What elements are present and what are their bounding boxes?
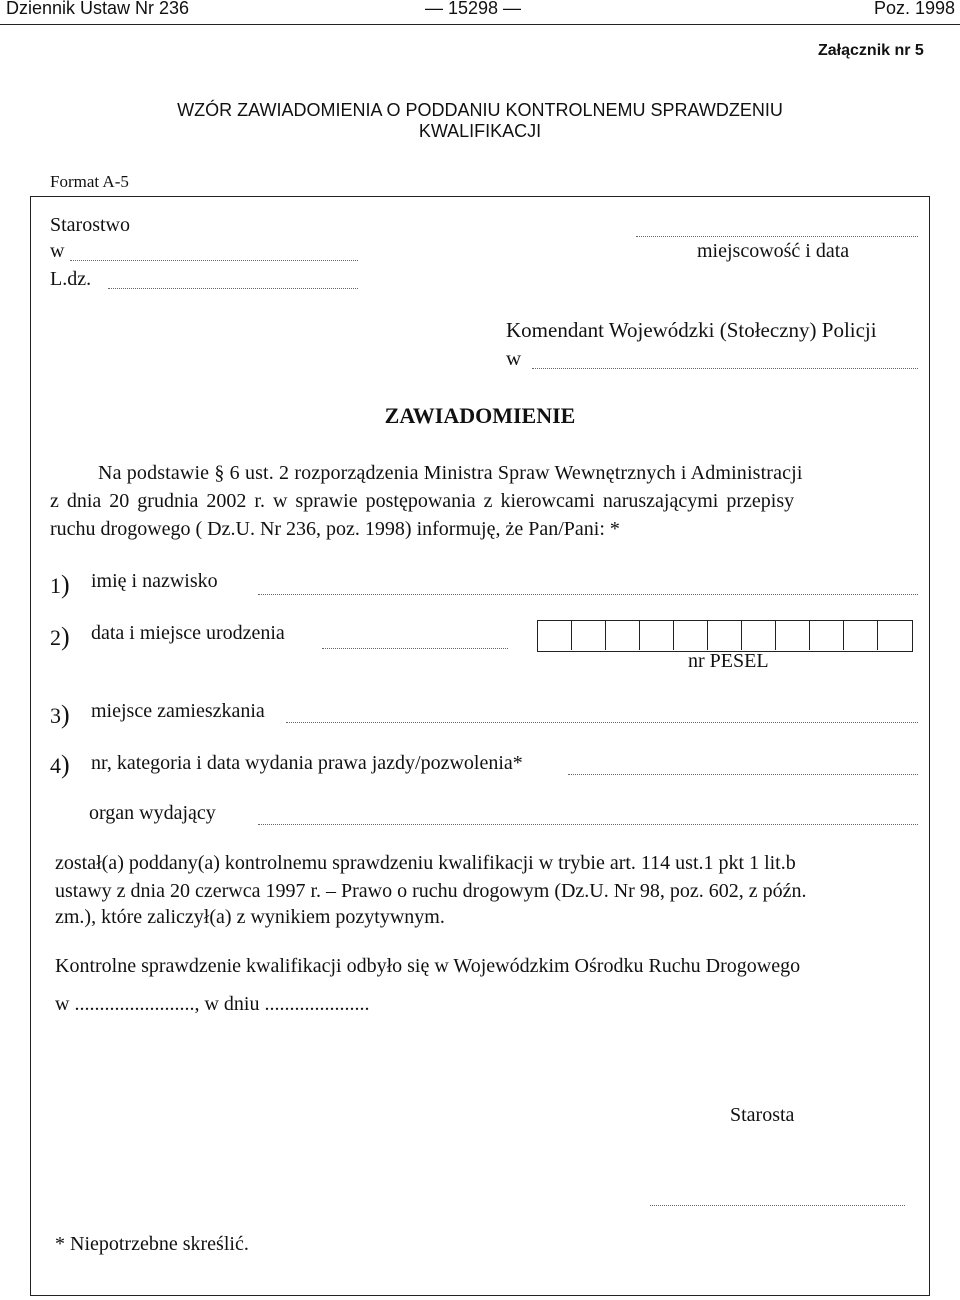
recipient-location-field[interactable] (532, 368, 918, 369)
pesel-digit-cell[interactable] (844, 621, 878, 650)
result-line-3: zm.), które zaliczył(a) z wynikiem pozytywnym. (55, 906, 445, 928)
place-date-label: miejscowość i data (697, 240, 850, 262)
item-2-number: 2) (50, 622, 70, 651)
doc-title-line-2: KWALIFIKACJI (418, 121, 542, 141)
item-3-number: 3) (50, 700, 70, 729)
result-line-2: ustawy z dnia 20 czerwca 1997 r. – Prawo o ruchu drogowym (Dz.U. Nr 98, poz. 602, z późn. (55, 880, 807, 902)
starostwo-w-label: w (50, 240, 65, 262)
pesel-digit-cell[interactable] (674, 621, 708, 650)
result-line-1: został(a) poddany(a) kontrolnemu sprawdzeniu kwalifikacji w trybie art. 114 ust.1 pkt 1 lit.b (55, 852, 796, 874)
footnote: * Niepotrzebne skreślić. (55, 1233, 249, 1255)
item-1-label: imię i nazwisko (91, 570, 218, 592)
recipient-w-label: w (506, 346, 522, 370)
issuer-field[interactable] (258, 824, 918, 825)
starostwo-label: Starostwo (50, 214, 130, 236)
pesel-label: nr PESEL (688, 650, 769, 672)
pesel-digit-cell[interactable] (878, 621, 912, 650)
pesel-digit-cell[interactable] (606, 621, 640, 650)
pesel-digit-cell[interactable] (708, 621, 742, 650)
item-2-label: data i miejsce urodzenia (91, 622, 285, 644)
recipient-label: Komendant Wojewódzki (Stołeczny) Policji (506, 318, 877, 342)
pesel-digit-cell[interactable] (742, 621, 776, 650)
pesel-input[interactable] (537, 620, 913, 652)
item-4-number: 4) (50, 750, 70, 779)
journal-title: Dziennik Ustaw Nr 236 (6, 0, 190, 18)
pesel-digit-cell[interactable] (776, 621, 810, 650)
signature-field[interactable] (650, 1205, 905, 1206)
intro-line-3: ruchu drogowego ( Dz.U. Nr 236, poz. 1998) informuję, że Pan/Pani: * (50, 518, 620, 540)
doc-title-line-1: WZÓR ZAWIADOMIENIA O PODDANIU KONTROLNEMU SPRAWDZENIU (177, 100, 783, 120)
form-title: ZAWIADOMIENIE (384, 403, 576, 428)
format-label: Format A-5 (50, 172, 129, 191)
intro-line-1: Na podstawie § 6 ust. 2 rozporządzenia Ministra Spraw Wewnętrznych i Administracji (98, 462, 803, 484)
pesel-digit-cell[interactable] (538, 621, 572, 650)
pesel-digit-cell[interactable] (810, 621, 844, 650)
header-rule (0, 24, 960, 25)
birth-date-place-field[interactable] (322, 648, 508, 649)
ldz-field[interactable] (108, 288, 358, 289)
pesel-digit-cell[interactable] (640, 621, 674, 650)
name-field[interactable] (258, 594, 918, 595)
page-number: — 15298 — (425, 0, 522, 18)
item-3-label: miejsce zamieszkania (91, 700, 265, 722)
starostwo-location-field[interactable] (70, 260, 358, 261)
location-date-line[interactable]: w ........................, w dniu ..................... (55, 993, 370, 1015)
item-4-label: nr, kategoria i data wydania prawa jazdy/pozwolenia* (91, 752, 523, 774)
ldz-label: L.dz. (50, 268, 92, 290)
intro-line-2: z dnia 20 grudnia 2002 r. w sprawie postępowania z kierowcami naruszającymi przepisy (50, 490, 795, 512)
attachment-label: Załącznik nr 5 (818, 42, 924, 59)
position-number: Poz. 1998 (874, 0, 956, 18)
check-line: Kontrolne sprawdzenie kwalifikacji odbyło się w Wojewódzkim Ośrodku Ruchu Drogowego (55, 955, 801, 977)
license-field[interactable] (568, 774, 918, 775)
residence-field[interactable] (286, 722, 918, 723)
form-frame (30, 196, 930, 1296)
signatory-label: Starosta (730, 1104, 795, 1126)
pesel-digit-cell[interactable] (572, 621, 606, 650)
item-1-number: 1) (50, 570, 70, 599)
place-date-field[interactable] (636, 236, 918, 237)
issuer-label: organ wydający (89, 802, 216, 824)
